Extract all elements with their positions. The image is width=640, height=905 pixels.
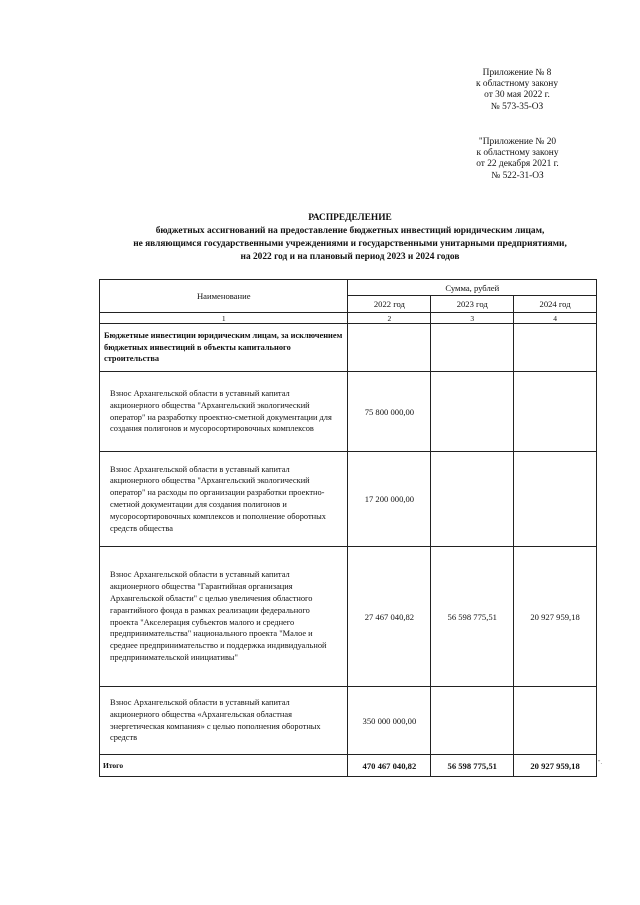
value-cell: 27 467 040,82 bbox=[348, 547, 431, 687]
value-cell: 350 000 000,00 bbox=[348, 687, 431, 755]
index-cell: 2 bbox=[348, 313, 431, 324]
value-cell bbox=[431, 452, 514, 547]
allocation-table bbox=[99, 279, 597, 777]
row-name: Взнос Архангельской области в уставный капитал акционерного общества «Архангельская областная энергетическая компания» с целью пополнения оборотных средств bbox=[100, 687, 348, 755]
header-year-2022: 2022 год bbox=[348, 296, 431, 313]
appendix-line: от 30 мая 2022 г. bbox=[484, 90, 550, 101]
title-line: на 2022 год и на плановый период 2023 и 2024 годов bbox=[240, 252, 460, 262]
appendix-line: Приложение № 8 bbox=[482, 68, 552, 78]
value-cell bbox=[514, 452, 597, 547]
appendix-line: от 22 декабря 2021 г. bbox=[476, 159, 559, 170]
value-cell bbox=[514, 687, 597, 755]
header-year-2023: 2023 год bbox=[431, 296, 514, 313]
title-line: бюджетных ассигнований на предоставление бюджетных инвестиций юридическим лицам, bbox=[155, 226, 545, 236]
value-cell: 17 200 000,00 bbox=[348, 452, 431, 547]
appendix-reference-original bbox=[455, 137, 580, 182]
table-row bbox=[100, 687, 597, 755]
index-cell: 3 bbox=[431, 313, 514, 324]
table-index-row bbox=[100, 313, 597, 324]
value-cell: 20 927 959,18 bbox=[514, 547, 597, 687]
row-name: Взнос Архангельской области в уставный капитал акционерного общества "Архангельский экологический оператор" на расходы по организации разработки проектно-сметной документации для создания полигонов и мусоросортировочных комплексов и пополнение оборотных средств общества bbox=[100, 452, 348, 547]
index-cell: 1 bbox=[100, 313, 348, 324]
header-amount: Сумма, рублей bbox=[348, 280, 597, 296]
total-value: 20 927 959,18 bbox=[514, 755, 597, 777]
header-name: Наименование bbox=[100, 280, 348, 313]
total-value: 56 598 775,51 bbox=[431, 755, 514, 777]
value-cell bbox=[514, 372, 597, 452]
closing-quote-mark: ". bbox=[598, 760, 602, 766]
row-name: Взнос Архангельской области в уставный капитал акционерного общества "Архангельский экологический оператор" на разработку проектно-сметной документации для создания полигонов и мусоросортировочных комплексов bbox=[100, 372, 348, 452]
appendix-line: № 573-35-ОЗ bbox=[490, 101, 544, 112]
table-row bbox=[100, 452, 597, 547]
table-row bbox=[100, 547, 597, 687]
table-header-row bbox=[100, 280, 597, 296]
title-heading: РАСПРЕДЕЛЕНИЕ bbox=[308, 213, 392, 223]
header-year-2024: 2024 год bbox=[514, 296, 597, 313]
table-total-row bbox=[100, 755, 597, 777]
value-cell bbox=[431, 372, 514, 452]
appendix-line: к областному закону bbox=[476, 148, 559, 159]
row-name: Взнос Архангельской области в уставный капитал акционерного общества "Гарантийная организация Архангельской области" с целью увеличения областного гарантийного фонда в рамках реализации федерального проекта "Акселерация субъектов малого и среднего предпринимательства" национального проекта "Малое и среднее предпринимательство и поддержка индивидуальной предпринимательской инициативы" bbox=[100, 547, 348, 687]
table-row bbox=[100, 372, 597, 452]
appendix-line: "Приложение № 20 bbox=[478, 137, 557, 147]
total-label: Итого bbox=[100, 755, 348, 777]
total-value: 470 467 040,82 bbox=[348, 755, 431, 777]
value-cell bbox=[431, 687, 514, 755]
index-cell: 4 bbox=[514, 313, 597, 324]
appendix-line: к областному закону bbox=[475, 79, 559, 90]
table-section-row bbox=[100, 324, 597, 372]
appendix-line: № 522-31-ОЗ bbox=[491, 170, 544, 181]
appendix-reference-current bbox=[462, 68, 572, 113]
value-cell bbox=[348, 324, 431, 372]
title-line: не являющимся государственными учреждениями и государственными унитарными предприятиями, bbox=[133, 239, 567, 249]
value-cell: 56 598 775,51 bbox=[431, 547, 514, 687]
section-name: Бюджетные инвестиции юридическим лицам, за исключением бюджетных инвестиций в объекты капитального строительства bbox=[100, 324, 348, 372]
value-cell bbox=[514, 324, 597, 372]
value-cell bbox=[431, 324, 514, 372]
document-title bbox=[95, 212, 605, 264]
value-cell: 75 800 000,00 bbox=[348, 372, 431, 452]
